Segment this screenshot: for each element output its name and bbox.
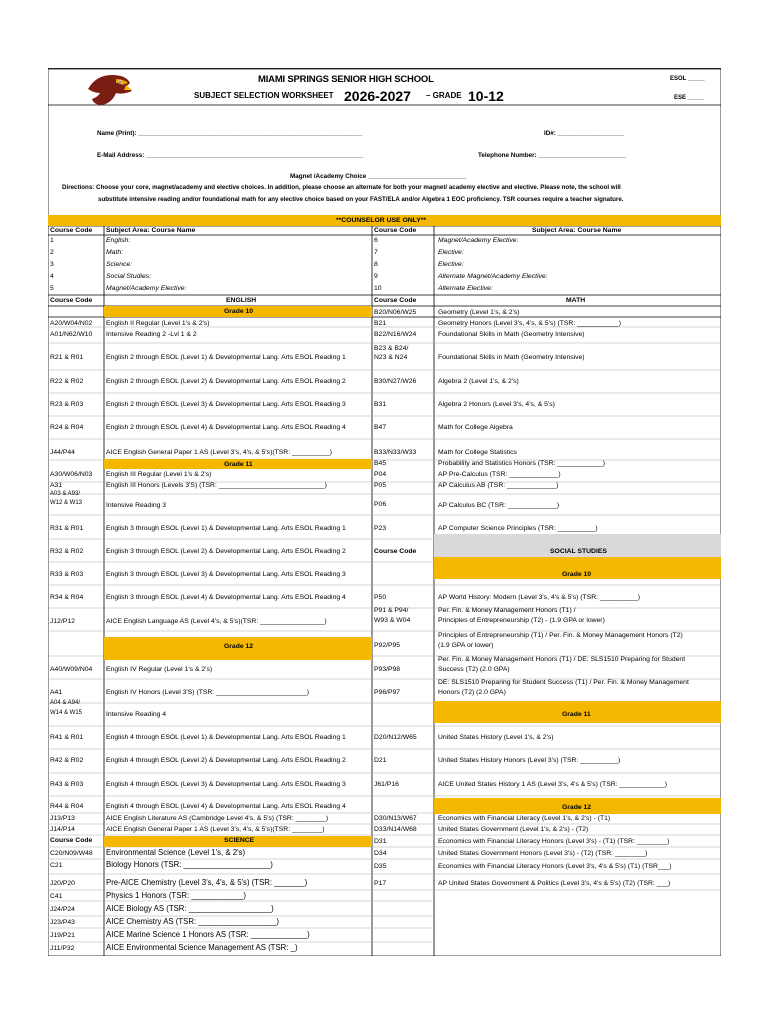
course-name[interactable]: Honors (T2) (2.0 GPA) — [438, 689, 506, 696]
course-code: P05 — [374, 482, 387, 489]
counselor-use-only: **COUNSELOR USE ONLY** — [336, 217, 427, 224]
course-name[interactable]: Algebra 2 Honors (Level 3's, 4's, & 5's) — [438, 401, 555, 408]
course-code: A30/W06/N03 — [50, 471, 93, 478]
math-code-header: Course Code — [374, 297, 417, 304]
course-name[interactable]: English 3 through ESOL (Level 3) & Developmental Lang. Arts ESOL Reading 3 — [106, 571, 346, 578]
course-name[interactable]: AICE Chemistry AS (TSR: __________________) — [106, 917, 279, 926]
slot-elective-2[interactable]: Elective: — [438, 261, 464, 268]
slot-number: 9 — [374, 273, 378, 280]
id-field[interactable]: ID#: ___________________ — [544, 130, 625, 137]
course-code: A40/W09/N04 — [50, 666, 93, 673]
course-name[interactable]: AICE United States History 1 AS (Level 3's, 4's & 5's) (TSR: ____________) — [438, 781, 668, 788]
slot-number: 1 — [50, 237, 54, 244]
course-code: R23 & R03 — [50, 401, 84, 408]
course-name[interactable]: DE: SLS1510 Preparing for Student Success (T1) / Per. Fin. & Money Management — [438, 679, 689, 686]
course-code: B30/N27/W26 — [374, 378, 417, 385]
worksheet-title: SUBJECT SELECTION WORKSHEET — [194, 91, 334, 100]
course-code: R22 & R02 — [50, 378, 84, 385]
course-name[interactable]: Intensive Reading 2 -Lvl 1 & 2 — [106, 331, 197, 338]
course-code: W12 & W13 — [50, 500, 83, 506]
course-name[interactable]: English 3 through ESOL (Level 2) & Developmental Lang. Arts ESOL Reading 2 — [106, 548, 346, 555]
course-name[interactable]: English IV Regular (Level 1's & 2's) — [106, 666, 213, 673]
slot-number: 4 — [50, 273, 54, 280]
course-name[interactable]: Geometry (Level 1's, & 2's) — [438, 309, 520, 316]
course-name[interactable]: English III Regular (Level 1's & 2's) — [106, 471, 212, 478]
course-name[interactable]: English 2 through ESOL (Level 4) & Developmental Lang. Arts ESOL Reading 4 — [106, 424, 346, 431]
course-code: D31 — [374, 838, 387, 845]
slot-elective-1[interactable]: Elective: — [438, 249, 464, 256]
course-code: C21 — [50, 862, 63, 869]
course-code: B33/N33/W33 — [374, 449, 417, 456]
course-code: D34 — [374, 850, 387, 857]
course-code: J12/P12 — [50, 618, 75, 625]
course-name[interactable]: Per. Fin. & Money Management Honors (T1) / DE: SLS1510 Preparing for Student — [438, 656, 686, 663]
course-code: P92/P95 — [374, 642, 401, 649]
selection-left-subject-header: Subject Area: Course Name — [106, 227, 196, 234]
ese-field[interactable]: ESE _____ — [674, 95, 705, 101]
course-code: R34 & R04 — [50, 594, 84, 601]
course-code: J13/P13 — [50, 815, 75, 822]
selection-left-code-header: Course Code — [50, 227, 93, 234]
course-name[interactable]: Math for College Algebra — [438, 424, 513, 431]
course-name[interactable]: AICE Biology AS (TSR: ___________________) — [106, 904, 274, 913]
course-code: P93/P98 — [374, 666, 401, 673]
english-code-header: Course Code — [50, 297, 93, 304]
slot-alt-magnet[interactable]: Alternate Magnet/Academy Elective: — [438, 273, 548, 280]
slot-number: 6 — [374, 237, 378, 244]
course-code: A41 — [50, 689, 63, 696]
course-code: J61/P16 — [374, 781, 399, 788]
selection-right-subject-header: Subject Area: Course Name — [532, 227, 622, 234]
math-title: MATH — [566, 297, 586, 304]
esol-field[interactable]: ESOL _____ — [670, 76, 705, 82]
course-code: R41 & R01 — [50, 734, 84, 741]
course-name[interactable]: Economics with Financial Literacy Honors (Level 3's, 4's & 5's) (T1) (TSR___) — [438, 863, 672, 870]
course-name[interactable]: AICE Environmental Science Management AS (TSR: _) — [106, 943, 298, 952]
course-name[interactable]: Math for College Statistics — [438, 449, 517, 456]
course-name[interactable]: AP United States Government & Politics (Level 3's, 4's & 5's) (T2) (TSR: ___) — [438, 880, 671, 887]
english-grade-11: Grade 11 — [224, 461, 253, 468]
course-code: D21 — [374, 757, 387, 764]
course-code: N23 & N24 — [374, 354, 408, 361]
school-name: MIAMI SPRINGS SENIOR HIGH SCHOOL — [258, 74, 434, 85]
course-name[interactable]: Economics with Financial Literacy (Level 1's, & 2's) - (T1) — [438, 815, 611, 822]
course-name[interactable]: English 3 through ESOL (Level 1) & Developmental Lang. Arts ESOL Reading 1 — [106, 525, 346, 532]
course-name[interactable]: AICE English General Paper 1 AS (Level 3's, 4's, & 5's)(TSR: ________) — [106, 826, 325, 833]
course-name[interactable]: English 4 through ESOL (Level 1) & Developmental Lang. Arts ESOL Reading 1 — [106, 734, 346, 741]
slot-number: 2 — [50, 249, 54, 256]
course-name[interactable]: AICE English Language AS (Level 4's, & 5's)(TSR: _________________) — [106, 618, 327, 625]
course-code: B45 — [374, 460, 387, 467]
course-name[interactable]: English 2 through ESOL (Level 1) & Developmental Lang. Arts ESOL Reading 1 — [106, 354, 346, 361]
course-code: A20/W04/N02 — [50, 320, 93, 327]
course-name[interactable]: English 4 through ESOL (Level 2) & Developmental Lang. Arts ESOL Reading 2 — [106, 757, 346, 764]
slot-science[interactable]: Science: — [106, 261, 133, 268]
course-code: P96/P97 — [374, 689, 401, 696]
slot-magnet-elective[interactable]: Magnet/Academy Elective: — [106, 285, 187, 292]
course-name[interactable]: AICE Marine Science 1 Honors AS (TSR: _____________) — [106, 930, 310, 939]
course-name[interactable]: Foundational Skills in Math (Geometry Intensive) — [438, 354, 585, 361]
course-name[interactable]: Principles of Entrepreneurship (T1) / Per. Fin. & Money Management Honors (T2) — [438, 632, 683, 639]
course-code: J19/P21 — [50, 932, 75, 939]
course-code: A03 & A93/ — [50, 491, 81, 497]
social-title: SOCIAL STUDIES — [550, 548, 607, 555]
selection-right-code-header: Course Code — [374, 227, 417, 234]
course-name[interactable]: Intensive Reading 4 — [106, 711, 167, 718]
course-name[interactable]: Intensive Reading 3 — [106, 502, 167, 509]
course-name[interactable]: English 3 through ESOL (Level 4) & Developmental Lang. Arts ESOL Reading 4 — [106, 594, 346, 601]
social-code-header: Course Code — [374, 548, 417, 555]
course-code: R31 & R01 — [50, 525, 84, 532]
slot-number: 5 — [50, 285, 54, 292]
course-code: P50 — [374, 594, 387, 601]
course-code: D20/N12/W65 — [374, 734, 417, 741]
course-code: D35 — [374, 863, 387, 870]
course-name[interactable]: AP Computer Science Principles (TSR: __________) — [438, 525, 598, 532]
course-code: B23 & B24/ — [374, 345, 409, 352]
slot-alt-elective[interactable]: Alternate Elective: — [438, 285, 493, 292]
course-code: B22/N16/W24 — [374, 331, 417, 338]
course-code: W14 & W15 — [50, 710, 83, 716]
course-name[interactable]: Algebra 2 (Level 1's, & 2's) — [438, 378, 519, 385]
course-code: A31 — [50, 482, 63, 489]
course-code: J44/P44 — [50, 449, 75, 456]
course-code: W93 & W04 — [374, 617, 411, 624]
slot-number: 7 — [374, 249, 378, 256]
email-field[interactable]: E-Mail Address: ______________________________________________________________ — [97, 152, 364, 159]
course-name[interactable]: United States History Honors (Level 3's) (TSR: __________) — [438, 757, 621, 764]
course-code: B21 — [374, 320, 387, 327]
social-grade-11: Grade 11 — [562, 711, 591, 718]
course-name[interactable]: English III Honors (Levels 3'S) (TSR: ____________________________) — [106, 482, 327, 489]
course-name[interactable]: English 4 through ESOL (Level 4) & Developmental Lang. Arts ESOL Reading 4 — [106, 803, 346, 810]
course-name[interactable]: AP Calculus BC (TSR: _____________) — [438, 502, 560, 509]
course-code: R44 & R04 — [50, 803, 84, 810]
course-code: P23 — [374, 525, 387, 532]
course-name[interactable]: United States History (Level 1's, & 2's) — [438, 734, 554, 741]
course-code: J11/P32 — [50, 945, 75, 952]
course-code: J20/P20 — [50, 880, 75, 887]
course-code: R24 & R04 — [50, 424, 84, 431]
course-name[interactable]: Probability and Statistics Honors (TSR: ____________) — [438, 460, 605, 467]
phone-field[interactable]: Telephone Number: _________________________ — [478, 152, 626, 159]
english-title: ENGLISH — [226, 297, 257, 304]
course-name[interactable]: AP Calculus AB (TSR: _____________) — [438, 482, 559, 489]
magnet-choice-field[interactable]: Magnet /Academy Choice ____________________________ — [290, 173, 467, 180]
course-code: P06 — [374, 501, 387, 508]
english-grade-10: Grade 10 — [224, 308, 254, 315]
social-grade-10: Grade 10 — [562, 571, 592, 578]
course-name[interactable]: AP World History: Modern (Level 3's, 4's & 5's) (TSR: __________) — [438, 594, 640, 601]
course-code: R32 & R02 — [50, 548, 84, 555]
course-name[interactable]: Per. Fin. & Money Management Honors (T1) / — [438, 607, 576, 614]
course-name[interactable]: Geometry Honors (Level 3's, 4's, & 5's) (TSR: ___________) — [438, 320, 621, 327]
course-code: P04 — [374, 471, 387, 478]
school-year: 2026-2027 — [344, 88, 411, 104]
course-name[interactable]: (1.9 GPA or lower) — [438, 642, 494, 649]
course-name[interactable]: Biology Honors (TSR: ____________________) — [106, 860, 273, 869]
slot-magnet-elective-2[interactable]: Magnet/Academy Elective: — [438, 237, 519, 244]
course-name[interactable]: English 2 through ESOL (Level 2) & Developmental Lang. Arts ESOL Reading 2 — [106, 378, 346, 385]
slot-number: 10 — [374, 285, 382, 292]
grade-label: – GRADE — [426, 91, 462, 100]
slot-number: 8 — [374, 261, 378, 268]
course-code: J23/P43 — [50, 919, 75, 926]
course-name[interactable]: AP Pre-Calculus (TSR: _____________) — [438, 471, 561, 478]
science-title: SCIENCE — [224, 837, 255, 844]
course-code: D33/N14/W68 — [374, 826, 417, 833]
course-name[interactable]: English II Regular (Level 1's & 2's) — [106, 320, 210, 327]
course-code: P91 & P94/ — [374, 607, 409, 614]
course-code: A04 & A94/ — [50, 700, 81, 706]
science-code-header: Course Code — [50, 837, 93, 844]
course-code: R42 & R02 — [50, 757, 84, 764]
course-code: A01/N62/W10 — [50, 331, 93, 338]
course-name[interactable]: Physics 1 Honors (TSR: ____________) — [106, 891, 246, 900]
course-code: J24/P24 — [50, 906, 75, 913]
course-code: B20/N06/W25 — [374, 309, 417, 316]
slot-number: 3 — [50, 261, 54, 268]
course-code: B31 — [374, 401, 387, 408]
course-code: P17 — [374, 880, 387, 887]
directions-line-2: substitute intensive reading and/or foundational math for any elective choice based on your FAST/ELA and/or Algebra 1 EOC proficiency. TSR courses require a teacher signature. — [98, 196, 624, 203]
name-field[interactable]: Name (Print): ________________________________________________________________ — [97, 130, 363, 137]
course-name[interactable]: Principles of Entrepreneurship (T2) - (1.9 GPA or lower) — [438, 617, 605, 624]
course-name[interactable]: Success (T2) (2.0 GPA) — [438, 666, 510, 673]
course-name[interactable]: Economics with Financial Literacy Honors (Level 3's) - (T1) (TSR: ________) — [438, 838, 670, 845]
course-name[interactable]: Pre-AICE Chemistry (Level 3's, 4's, & 5's) (TSR: _______) — [106, 878, 308, 887]
slot-social-studies[interactable]: Social Studies: — [106, 273, 151, 280]
course-name[interactable]: Foundational Skills in Math (Geometry Intensive) — [438, 331, 585, 338]
english-grade-12: Grade 12 — [224, 643, 254, 650]
course-code: C20/N09/W48 — [50, 850, 93, 857]
course-code: R21 & R01 — [50, 354, 84, 361]
course-code: R43 & R03 — [50, 781, 84, 788]
course-code: D30/N13/W67 — [374, 815, 417, 822]
course-name[interactable]: English 2 through ESOL (Level 3) & Developmental Lang. Arts ESOL Reading 3 — [106, 401, 346, 408]
course-name[interactable]: AICE English General Paper 1 AS (Level 3's, 4's, & 5's)(TSR: __________) — [106, 449, 333, 456]
course-code: J14/P14 — [50, 826, 75, 833]
course-name[interactable]: United States Government Honors (Level 3's) - (T2) (TSR: ________) — [438, 850, 648, 857]
slot-math[interactable]: Math: — [106, 249, 123, 256]
course-name[interactable]: English 4 through ESOL (Level 3) & Developmental Lang. Arts ESOL Reading 3 — [106, 781, 346, 788]
course-name[interactable]: English IV Honors (Level 3'S) (TSR: ________________________) — [106, 689, 310, 696]
course-name[interactable]: Environmental Science (Level 1's, & 2's) — [106, 848, 246, 857]
course-name[interactable]: United States Government (Level 1's, & 2's) - (T2) — [438, 826, 589, 833]
course-code: B47 — [374, 424, 387, 431]
course-name[interactable]: AICE English Literature AS (Cambridge Level 4's, & 5's) (TSR: ________) — [106, 815, 329, 822]
worksheet — [48, 68, 721, 955]
grade-range: 10-12 — [468, 88, 504, 104]
hawk-logo — [86, 69, 134, 107]
social-grade-12: Grade 12 — [562, 804, 592, 811]
course-code: C41 — [50, 893, 63, 900]
slot-english[interactable]: English: — [106, 237, 131, 244]
course-code: R33 & R03 — [50, 571, 84, 578]
directions-line-1: Directions: Choose your core, magnet/academy and elective choices. In addition, please choose an alternate for both your magnet/ academy elective and elective. Please note, the school will — [62, 184, 621, 191]
